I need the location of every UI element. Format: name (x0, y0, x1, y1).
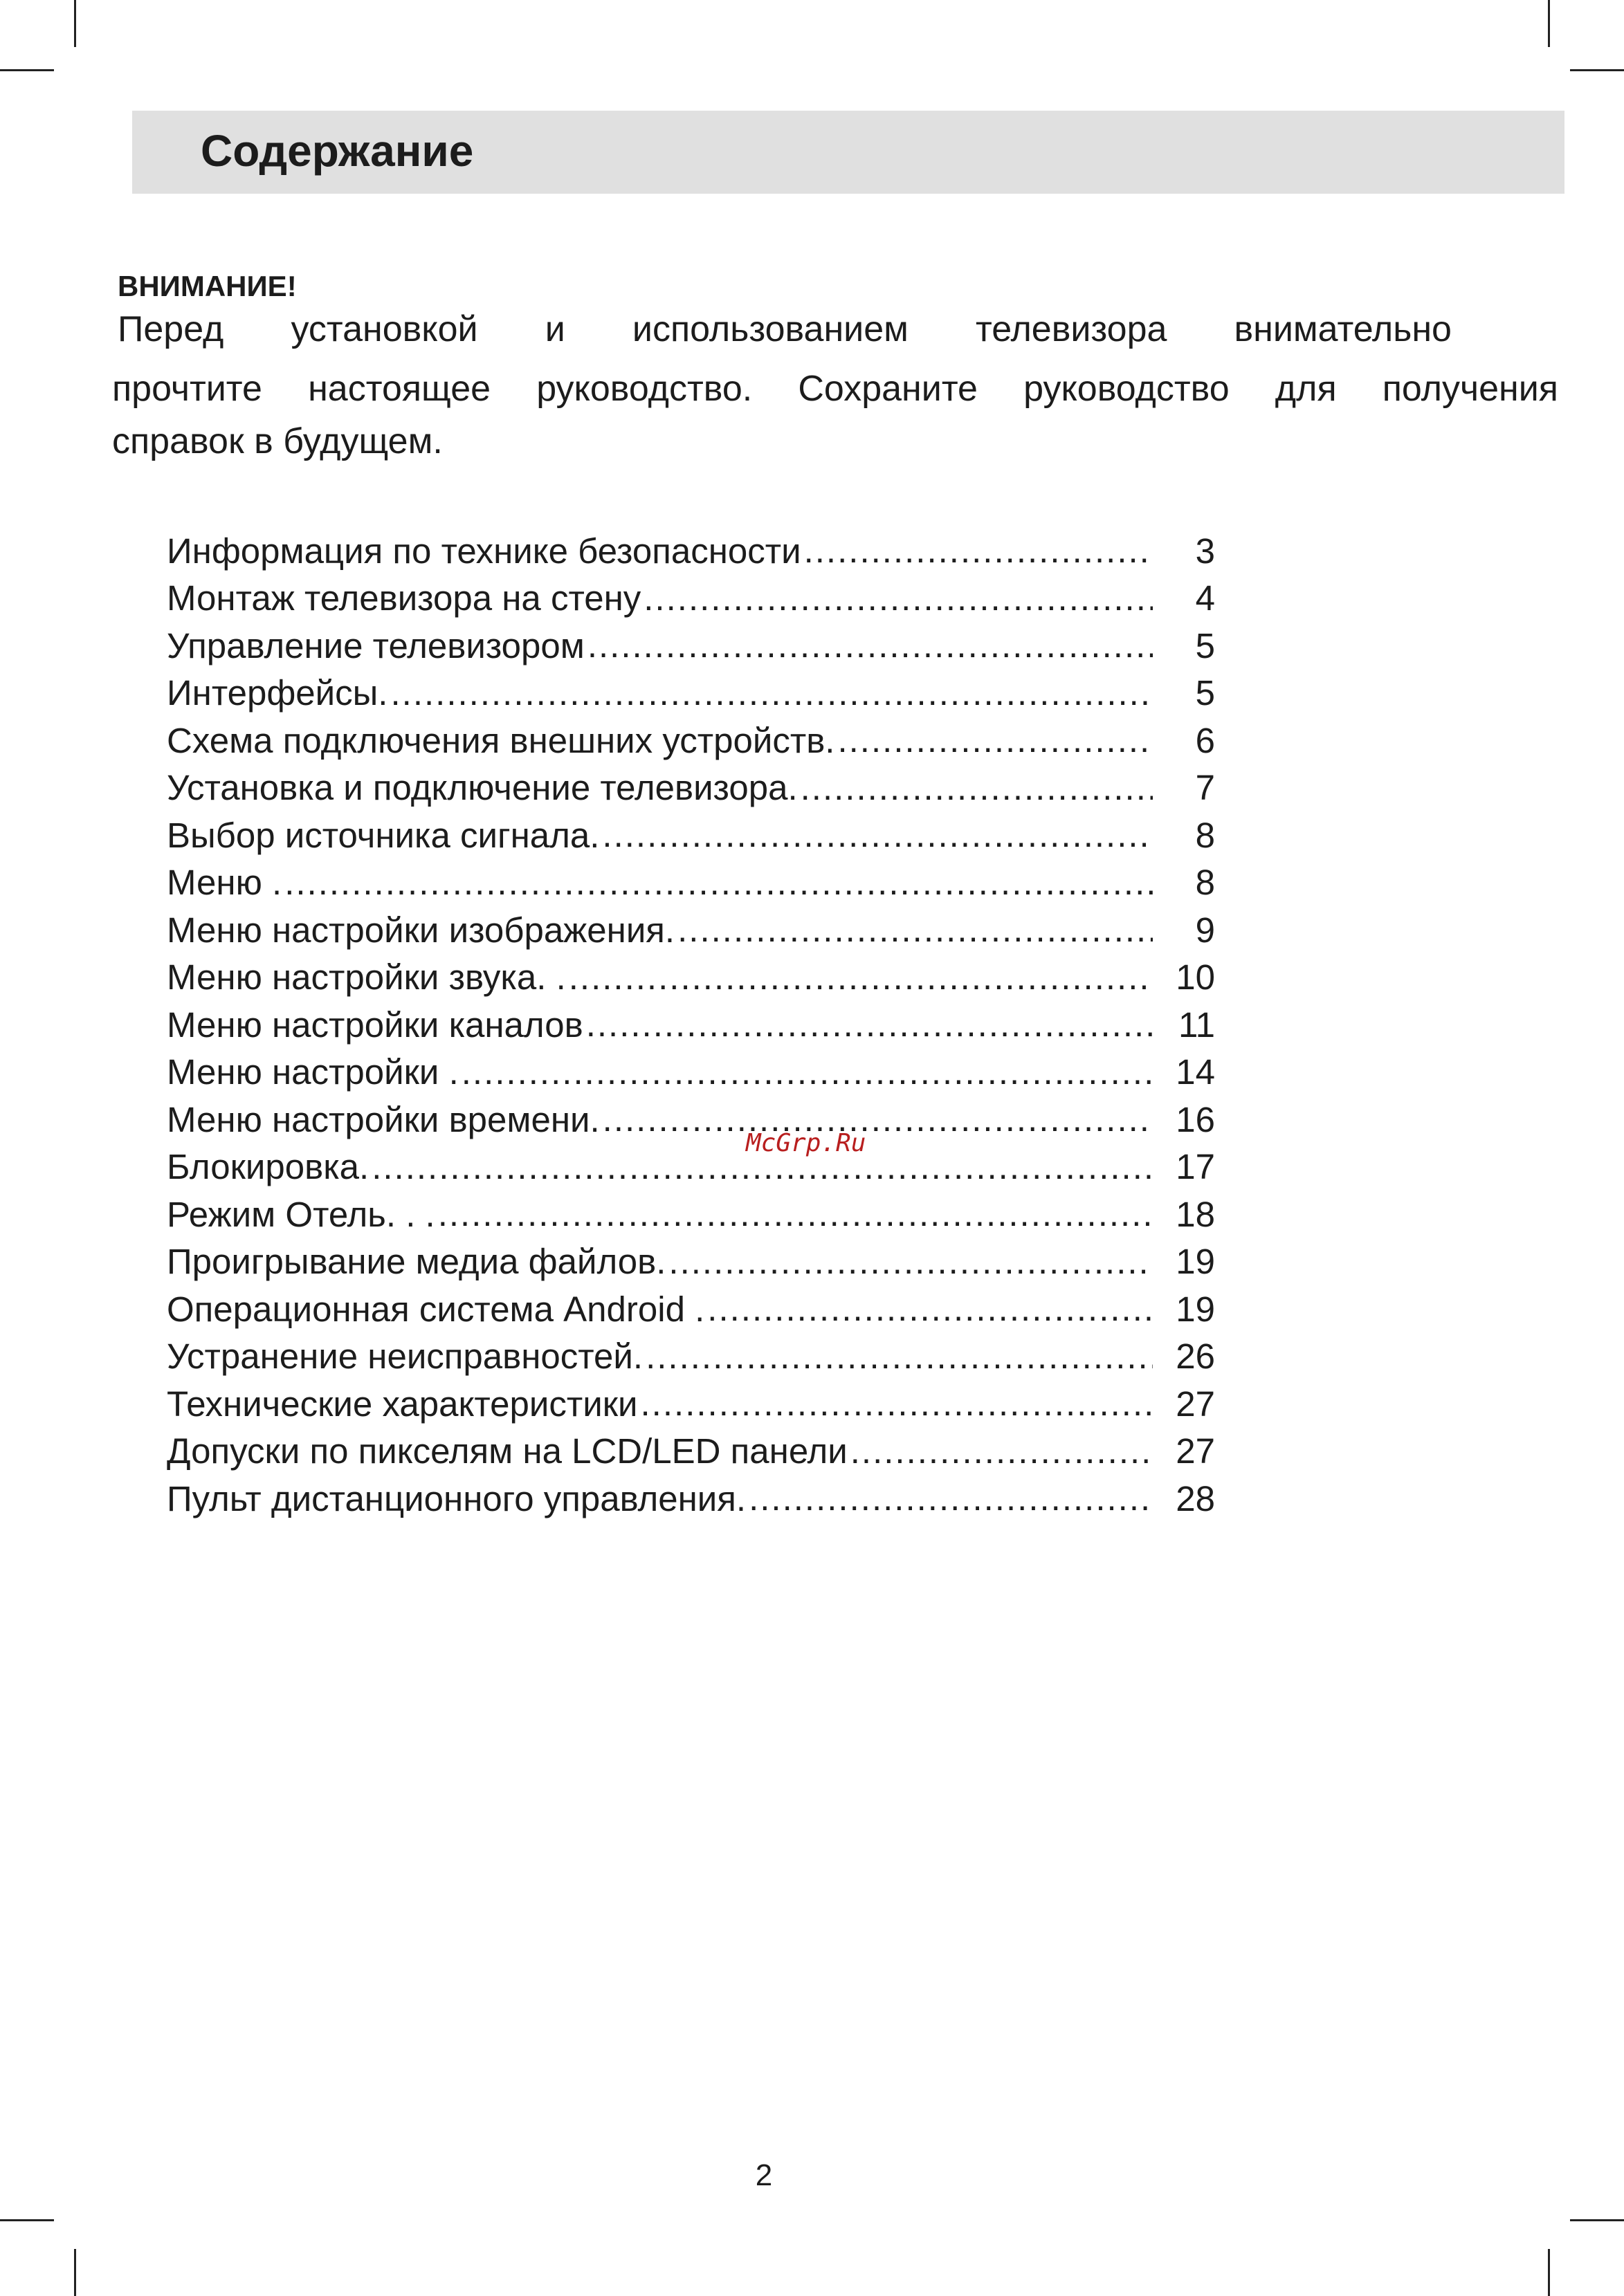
toc-entry-title: Меню . (167, 862, 284, 903)
toc-leader-dots (569, 957, 1153, 998)
toc-entry[interactable] (167, 1428, 1215, 1476)
warning-word: получения (1382, 369, 1558, 409)
toc-entry-title: Схема подключения внешних устройств. (167, 720, 837, 761)
toc-entry-page: 17 (1176, 1147, 1215, 1187)
toc-leader-dots (284, 862, 1153, 903)
toc-entry-title: Меню настройки изображения. (167, 910, 677, 950)
toc-entry[interactable] (167, 1049, 1215, 1096)
toc-entry-title: Выбор источника сигнала. (167, 815, 602, 856)
toc-entry-page: 5 (1195, 673, 1215, 713)
toc-leader-dots (586, 1004, 1153, 1045)
toc-entry-page: 19 (1176, 1289, 1215, 1329)
toc-entry[interactable] (167, 670, 1215, 717)
toc-entry-title: Проигрывание медиа файлов. (167, 1241, 668, 1282)
crop-mark (1548, 2249, 1550, 2296)
toc-entry-title: Технические характеристики (167, 1384, 641, 1424)
toc-entry-title: Блокировка. (167, 1146, 372, 1187)
crop-mark (74, 2249, 76, 2296)
toc-entry-page: 26 (1176, 1337, 1215, 1377)
toc-entry[interactable] (167, 1475, 1215, 1523)
toc-leader-dots (462, 1051, 1153, 1093)
toc-entry[interactable] (167, 906, 1215, 954)
toc-entry-page: 18 (1176, 1194, 1215, 1234)
toc-leader-dots (804, 530, 1153, 571)
toc-entry[interactable] (167, 1380, 1215, 1428)
warning-text-line-1 (118, 307, 1452, 351)
warning-word: установкой (291, 309, 478, 349)
toc-entry-title: Пульт дистанционного управления. (167, 1478, 749, 1519)
crop-mark (1570, 2219, 1624, 2221)
toc-entry[interactable] (167, 527, 1215, 575)
warning-word: использованием (632, 309, 909, 349)
watermark: McGrp.Ru (746, 1129, 866, 1157)
toc-entry-title: Управление телевизором (167, 625, 587, 666)
toc-entry[interactable] (167, 811, 1215, 859)
toc-entry[interactable] (167, 954, 1215, 1002)
toc-entry-page: 8 (1195, 815, 1215, 855)
toc-entry[interactable] (167, 1096, 1215, 1144)
toc-entry-page: 9 (1195, 910, 1215, 950)
toc-entry-page: 14 (1176, 1052, 1215, 1092)
toc-entry[interactable] (167, 575, 1215, 623)
crop-mark (1570, 69, 1624, 71)
toc-leader-dots (587, 625, 1153, 666)
table-of-contents (167, 527, 1215, 1523)
toc-entry[interactable] (167, 1191, 1215, 1238)
warning-word: Перед (118, 309, 224, 349)
toc-entry-page: 19 (1176, 1242, 1215, 1282)
toc-leader-dots (603, 1099, 1153, 1140)
toc-leader-dots (837, 719, 1153, 761)
toc-leader-dots (677, 909, 1153, 950)
toc-entry-title: Меню настройки каналов (167, 1004, 586, 1045)
toc-entry-title: Информация по технике безопасности (167, 531, 804, 571)
toc-entry[interactable] (167, 1238, 1215, 1286)
warning-word: телевизора (976, 309, 1167, 349)
toc-leader-dots (641, 1383, 1153, 1424)
toc-leader-dots (602, 814, 1153, 856)
toc-leader-dots (668, 1241, 1153, 1283)
toc-entry[interactable] (167, 1285, 1215, 1333)
toc-leader-dots (749, 1478, 1153, 1519)
toc-leader-dots (850, 1431, 1153, 1472)
toc-entry-title: Режим Отель. . . (167, 1194, 438, 1235)
toc-entry-page: 28 (1176, 1478, 1215, 1518)
toc-leader-dots (644, 578, 1153, 619)
warning-word: Сохраните (798, 369, 978, 409)
toc-entry[interactable] (167, 622, 1215, 670)
toc-leader-dots (438, 1193, 1153, 1235)
crop-mark (1548, 0, 1550, 47)
toc-entry[interactable] (167, 1144, 1215, 1191)
toc-leader-dots (707, 1288, 1153, 1330)
crop-mark (0, 2219, 54, 2221)
toc-entry-page: 16 (1176, 1099, 1215, 1139)
warning-heading: ВНИМАНИЕ! (118, 270, 297, 302)
page-number: 2 (755, 2158, 773, 2192)
warning-text-line-3: справок в будущем. (112, 421, 443, 461)
toc-entry-page: 11 (1178, 1004, 1215, 1045)
crop-mark (0, 69, 54, 71)
toc-leader-dots (646, 1336, 1153, 1377)
toc-entry[interactable] (167, 1333, 1215, 1381)
toc-entry-title: Меню настройки . (167, 1051, 462, 1092)
toc-entry-page: 3 (1195, 531, 1215, 571)
toc-entry-page: 5 (1195, 625, 1215, 665)
toc-entry-page: 7 (1195, 768, 1215, 808)
toc-entry-page: 27 (1176, 1431, 1215, 1471)
warning-word: руководство. (536, 369, 753, 409)
page-title: Содержание (201, 126, 474, 176)
toc-entry[interactable] (167, 1001, 1215, 1049)
toc-entry-title: Установка и подключение телевизора. (167, 767, 801, 808)
toc-entry[interactable] (167, 764, 1215, 812)
toc-entry-page: 10 (1176, 957, 1215, 998)
warning-word: внимательно (1234, 309, 1452, 349)
toc-entry[interactable] (167, 717, 1215, 764)
toc-entry-page: 27 (1176, 1384, 1215, 1424)
toc-entry-title: Монтаж телевизора на стену (167, 578, 644, 618)
toc-leader-dots (801, 767, 1153, 809)
toc-entry-title: Меню настройки времени. (167, 1099, 603, 1140)
warning-word: для (1275, 369, 1337, 409)
warning-text-line-2 (112, 367, 1558, 411)
warning-word: настоящее (308, 369, 491, 409)
warning-word: руководство (1023, 369, 1230, 409)
toc-entry-page: 4 (1195, 578, 1215, 618)
toc-entry-title: Меню настройки звука. . (167, 957, 569, 998)
crop-mark (74, 0, 76, 47)
toc-entry-page: 6 (1195, 720, 1215, 760)
warning-word: и (545, 309, 565, 349)
toc-entry-title: Операционная система Android . (167, 1289, 707, 1330)
toc-entry-title: Интерфейсы. (167, 672, 390, 713)
toc-entry-title: Устранение неисправностей. (167, 1336, 646, 1377)
toc-entry-title: Допуски по пикселям на LCD/LED панели (167, 1431, 850, 1471)
toc-entry[interactable] (167, 859, 1215, 907)
title-bar (132, 111, 1564, 194)
toc-entry-page: 8 (1195, 863, 1215, 903)
toc-leader-dots (390, 672, 1153, 714)
warning-word: прочтите (112, 369, 262, 409)
